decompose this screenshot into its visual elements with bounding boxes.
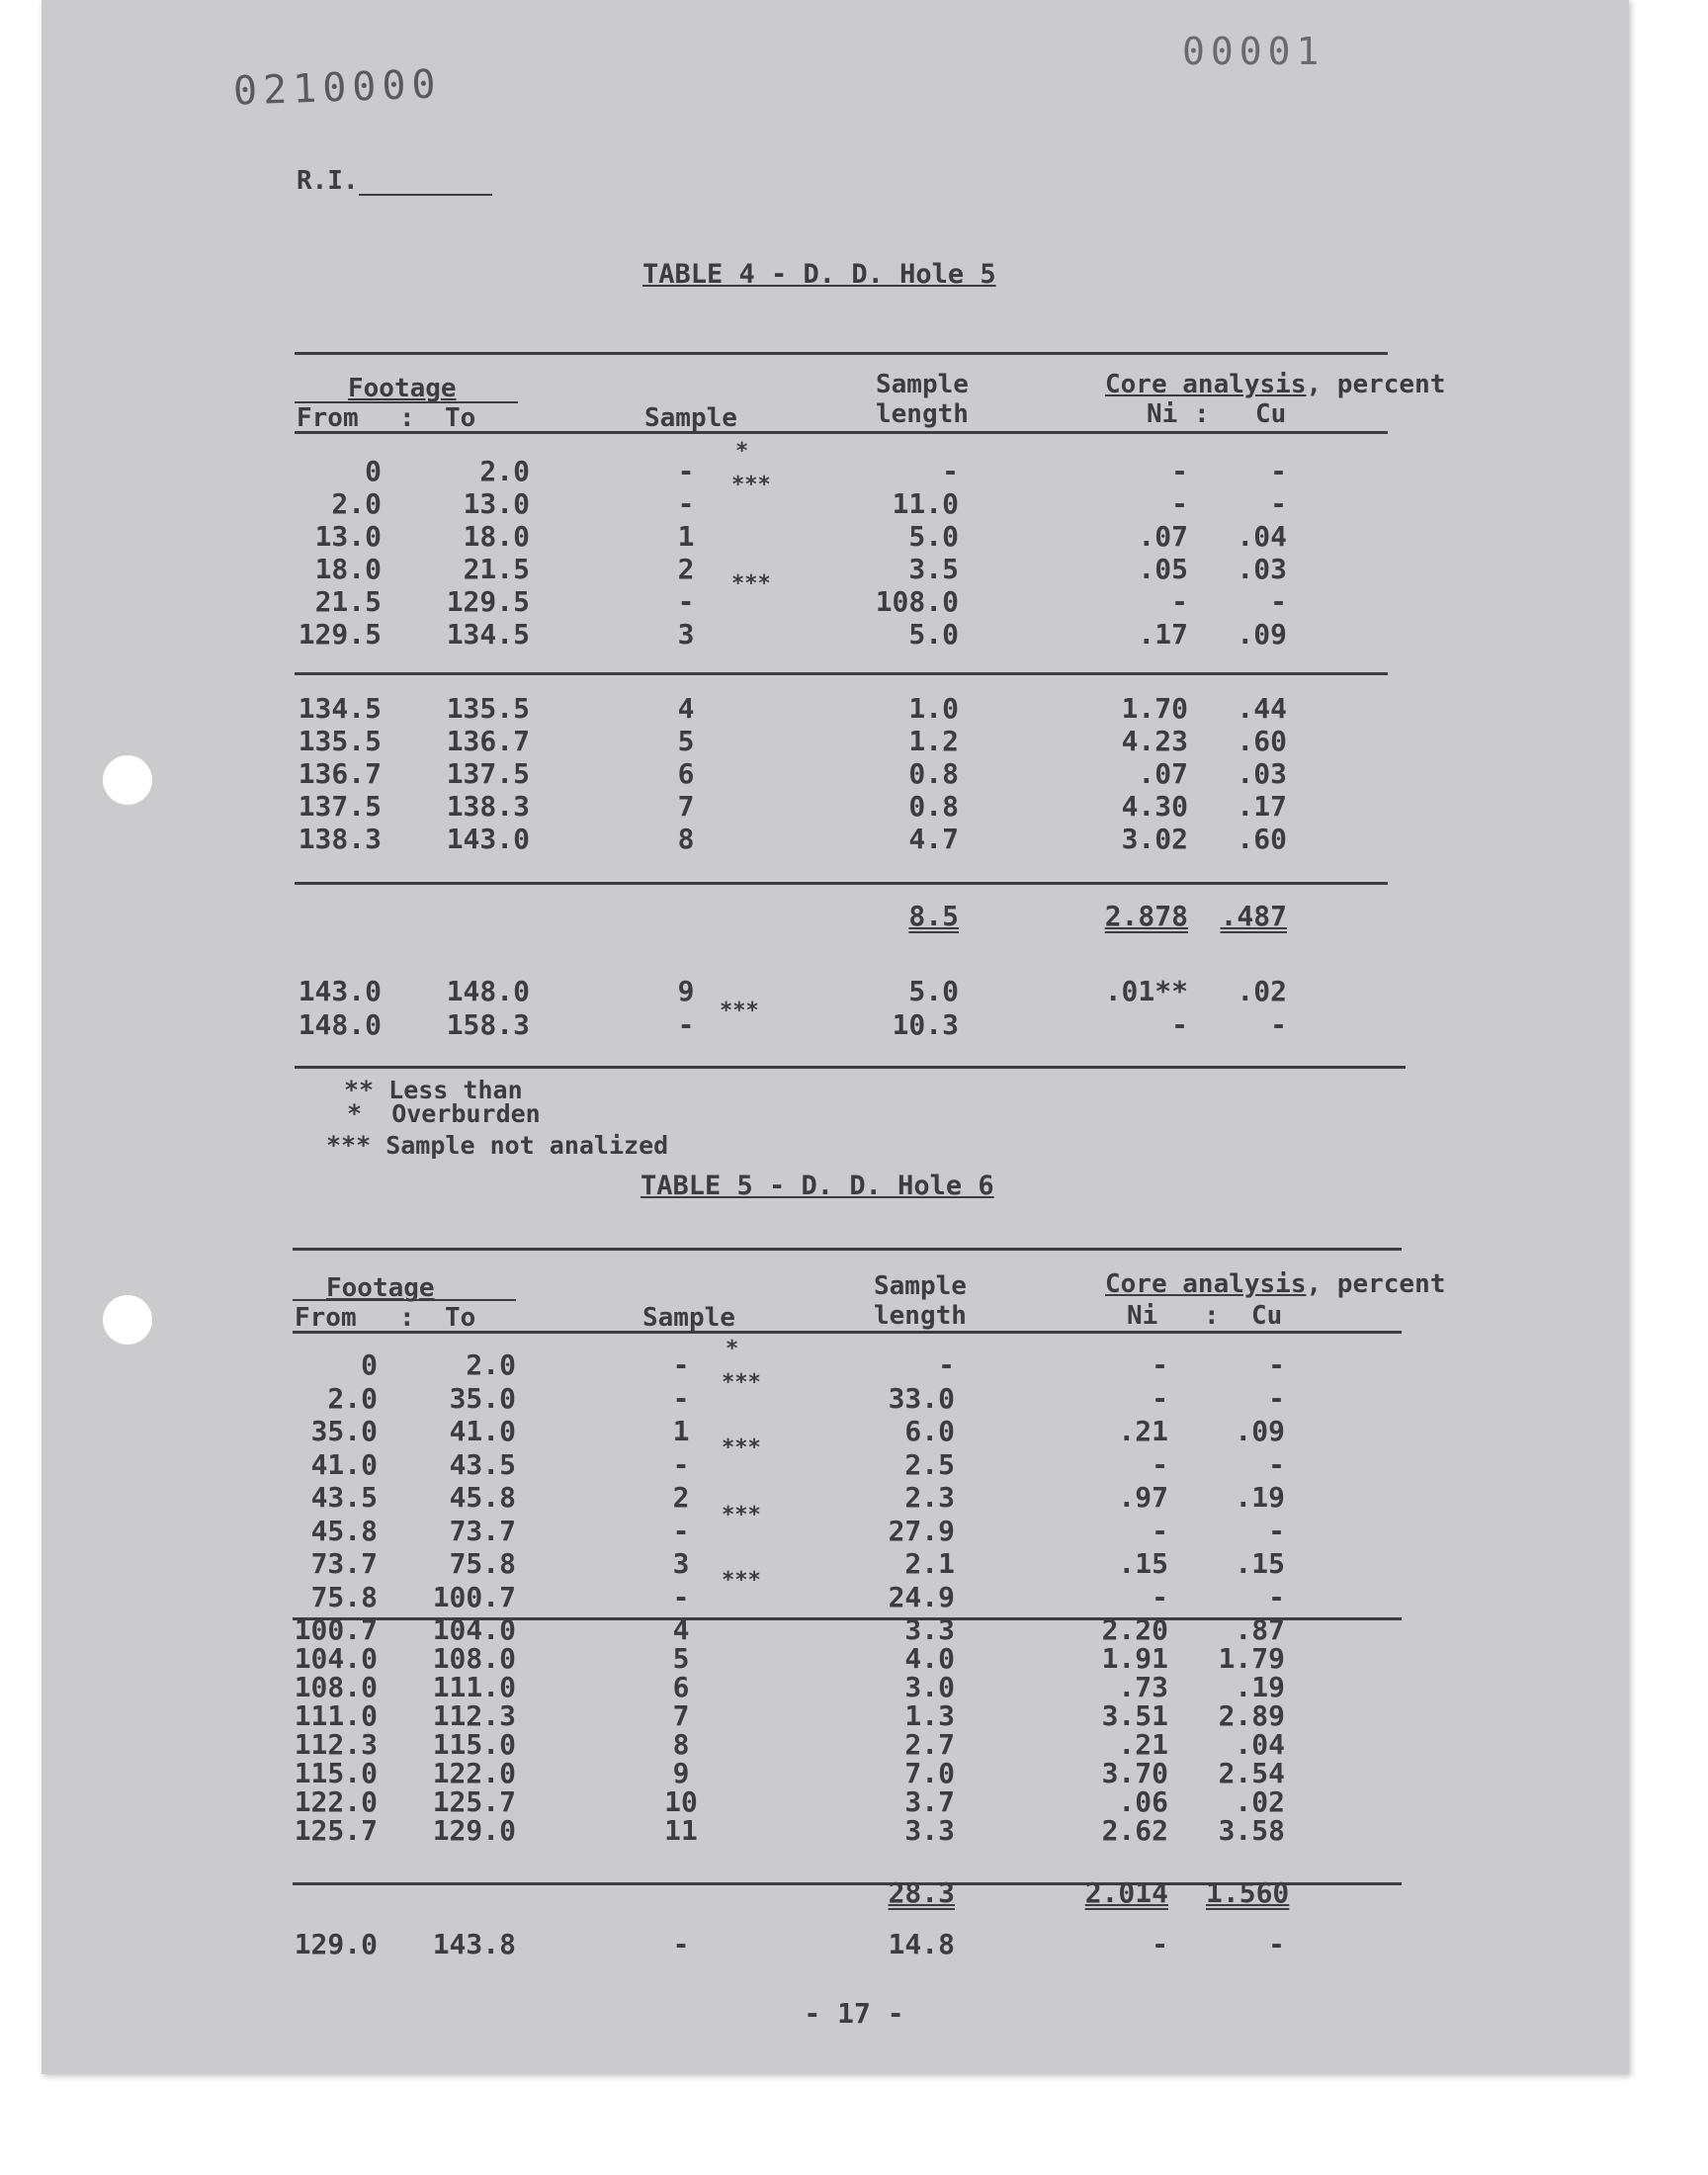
cu-percent-cell: - — [1270, 585, 1287, 618]
footage-to-cell: 41.0 — [449, 1415, 516, 1447]
ni-percent-cell: .01** — [1104, 975, 1188, 1007]
footage-to-cell: 138.3 — [446, 790, 530, 823]
page-number: - 17 - — [804, 1997, 904, 2030]
total-ni-cell: 2.014 — [1084, 1876, 1168, 1909]
sample-cell: - — [672, 1447, 690, 1481]
cu-percent-cell: - — [1268, 1514, 1285, 1547]
sample-length-cell: 2.3 — [904, 1481, 955, 1514]
table5-ni-header: Ni — [1127, 1301, 1158, 1331]
table4-ni-header: Ni — [1147, 399, 1178, 429]
ni-percent-cell: - — [1152, 1928, 1168, 1960]
ni-percent-cell: - — [1171, 487, 1188, 520]
sample-cell: - — [672, 1928, 690, 1960]
footage-from-cell: 100.7 — [294, 1613, 378, 1646]
table5-footage-rule — [293, 1299, 516, 1301]
sample-cell: 4 — [677, 692, 695, 725]
table4-core-header — [1105, 370, 1445, 399]
sample-length-cell: 2.1 — [904, 1547, 955, 1580]
page-stamp-left: 0210000 — [232, 61, 443, 115]
sample-cell: 9 — [677, 975, 695, 1007]
sample-length-cell: 0.8 — [908, 757, 959, 790]
cu-percent-cell: - — [1270, 1008, 1287, 1041]
table5-footage-header: Footage — [326, 1273, 435, 1303]
footage-from-cell: 136.7 — [298, 757, 382, 790]
punch-hole — [103, 755, 152, 805]
table5-title: TABLE 5 - D. D. Hole 6 — [640, 1171, 994, 1201]
sample-cell: 3 — [672, 1547, 690, 1580]
total-cu-cell: 1.560 — [1206, 1876, 1290, 1909]
sample-length-cell: 2.7 — [904, 1728, 955, 1761]
ni-percent-cell: 4.30 — [1121, 790, 1188, 823]
table5-mark-overburden: * — [726, 1337, 739, 1361]
footage-to-cell: 18.0 — [463, 520, 530, 553]
footage-from-cell: 18.0 — [314, 553, 382, 585]
sample-cell: 7 — [672, 1699, 690, 1732]
cu-percent-cell: 2.54 — [1218, 1757, 1285, 1789]
table4-cu-header: Cu — [1255, 399, 1287, 429]
table4-header-rule — [295, 431, 1388, 434]
footage-from-cell: 108.0 — [294, 1671, 378, 1703]
table4-sep2-header: : — [1194, 399, 1210, 429]
sample-cell: 6 — [672, 1671, 690, 1703]
table5-from-header: From — [295, 1303, 357, 1333]
ni-percent-cell: .97 — [1118, 1481, 1168, 1514]
cu-percent-cell: - — [1268, 1348, 1285, 1381]
table4-section-rule — [295, 672, 1388, 675]
footage-from-cell: 75.8 — [310, 1580, 378, 1613]
footage-from-cell: 73.7 — [310, 1547, 378, 1580]
ni-percent-cell: - — [1171, 1008, 1188, 1041]
footage-from-cell: 148.0 — [298, 1008, 382, 1041]
footage-to-cell: 43.5 — [449, 1447, 516, 1481]
table4-length-header-2: length — [876, 399, 969, 429]
footage-to-cell: 134.5 — [446, 618, 530, 651]
footage-from-cell: 2.0 — [331, 487, 382, 520]
punch-hole — [103, 1295, 152, 1345]
sample-length-cell: 3.5 — [908, 553, 959, 585]
footage-to-cell: 122.0 — [432, 1757, 516, 1789]
sample-length-cell: 1.2 — [908, 725, 959, 757]
table4-sample-header: Sample — [644, 403, 737, 433]
table4-mark-overburden: * — [735, 439, 749, 464]
footage-from-cell: 134.5 — [298, 692, 382, 725]
total-len-cell: 28.3 — [888, 1876, 955, 1909]
ni-percent-cell: - — [1152, 1348, 1168, 1381]
sample-cell: 5 — [672, 1642, 690, 1675]
ni-percent-cell: .15 — [1118, 1547, 1168, 1580]
sample-cell: - — [677, 455, 695, 487]
sample-length-cell: 108.0 — [875, 585, 959, 618]
sample-length-cell: 11.0 — [892, 487, 959, 520]
table4-note-not-analyzed: *** Sample not analized — [326, 1131, 669, 1160]
ri-field — [297, 166, 492, 196]
table4-note-overburden: * Overburden — [332, 1099, 541, 1128]
sample-cell: 1 — [672, 1415, 690, 1447]
footage-from-cell: 138.3 — [298, 823, 382, 855]
footage-to-cell: 158.3 — [446, 1008, 530, 1041]
cu-percent-cell: - — [1268, 1447, 1285, 1481]
sample-cell: 6 — [677, 757, 695, 790]
footage-to-cell: 125.7 — [432, 1785, 516, 1818]
sample-cell: 2 — [677, 553, 695, 585]
footage-from-cell: 137.5 — [298, 790, 382, 823]
sample-cell: 2 — [672, 1481, 690, 1514]
page-stamp-right: 00001 — [1182, 30, 1325, 73]
sample-length-cell: - — [942, 455, 959, 487]
ni-percent-cell: .06 — [1118, 1785, 1168, 1818]
total-cu-cell: .487 — [1220, 900, 1287, 932]
total-ni-cell: 2.878 — [1104, 900, 1188, 932]
sample-length-cell: 3.3 — [904, 1814, 955, 1847]
footage-from-cell: 122.0 — [294, 1785, 378, 1818]
cu-percent-cell: .09 — [1235, 1415, 1285, 1447]
ni-percent-cell: - — [1152, 1514, 1168, 1547]
footage-from-cell: 0 — [361, 1348, 378, 1381]
footage-to-cell: 104.0 — [432, 1613, 516, 1646]
sample-length-cell: 27.9 — [888, 1514, 955, 1547]
sample-cell: - — [672, 1348, 690, 1381]
sample-cell: - — [677, 585, 695, 618]
ni-percent-cell: .73 — [1118, 1671, 1168, 1703]
footage-from-cell: 112.3 — [294, 1728, 378, 1761]
sample-length-cell: 3.7 — [904, 1785, 955, 1818]
table4-footage-header: Footage — [348, 374, 457, 403]
sample-length-cell: 6.0 — [904, 1415, 955, 1447]
sample-length-cell: 33.0 — [888, 1381, 955, 1415]
footage-to-cell: 2.0 — [479, 455, 530, 487]
footage-from-cell: 43.5 — [310, 1481, 378, 1514]
table4-to-header: To — [445, 403, 476, 433]
table5-top-rule — [293, 1248, 1402, 1251]
total-len-cell: 8.5 — [908, 900, 959, 932]
ni-percent-cell: - — [1152, 1381, 1168, 1415]
sample-cell: 8 — [672, 1728, 690, 1761]
table4-title: TABLE 4 - D. D. Hole 5 — [642, 259, 996, 290]
footage-to-cell: 108.0 — [432, 1642, 516, 1675]
footage-to-cell: 13.0 — [463, 487, 530, 520]
cu-percent-cell: .17 — [1237, 790, 1287, 823]
cu-percent-cell: .60 — [1237, 725, 1287, 757]
table5-sep2-header: : — [1204, 1301, 1220, 1331]
cu-percent-cell: 1.79 — [1218, 1642, 1285, 1675]
cu-percent-cell: .03 — [1237, 757, 1287, 790]
table4-length-header-1: Sample — [876, 370, 969, 399]
sample-cell: 7 — [677, 790, 695, 823]
footage-to-cell: 137.5 — [446, 757, 530, 790]
sample-cell: - — [672, 1580, 690, 1613]
sample-cell: 9 — [672, 1757, 690, 1789]
footage-from-cell: 125.7 — [294, 1814, 378, 1847]
cu-percent-cell: - — [1270, 455, 1287, 487]
footage-to-cell: 135.5 — [446, 692, 530, 725]
table5-sample-header: Sample — [642, 1303, 735, 1333]
sample-length-cell: 7.0 — [904, 1757, 955, 1789]
footage-to-cell: 35.0 — [449, 1381, 516, 1415]
footage-to-cell: 75.8 — [449, 1547, 516, 1580]
footage-to-cell: 129.5 — [446, 585, 530, 618]
table5-mark-not-analyzed: *** — [722, 1370, 761, 1395]
cu-percent-cell: .04 — [1235, 1728, 1285, 1761]
sample-cell: 1 — [677, 520, 695, 553]
footage-to-cell: 129.0 — [432, 1814, 516, 1847]
ni-percent-cell: - — [1152, 1580, 1168, 1613]
ri-blank-line — [359, 170, 492, 196]
sample-cell: 11 — [664, 1814, 698, 1847]
footage-from-cell: 143.0 — [298, 975, 382, 1007]
ni-percent-cell: .07 — [1138, 520, 1188, 553]
table4-mark-not-analyzed: *** — [720, 999, 759, 1023]
table4-section-rule-2 — [295, 882, 1388, 885]
ni-percent-cell: .21 — [1118, 1415, 1168, 1447]
sample-cell: - — [672, 1514, 690, 1547]
sample-cell: 5 — [677, 725, 695, 757]
ni-percent-cell: .21 — [1118, 1728, 1168, 1761]
table5-header-rule — [293, 1331, 1402, 1334]
cu-percent-cell: - — [1270, 487, 1287, 520]
footage-to-cell: 100.7 — [432, 1580, 516, 1613]
sample-length-cell: 4.7 — [908, 823, 959, 855]
footage-to-cell: 73.7 — [449, 1514, 516, 1547]
ni-percent-cell: 3.70 — [1101, 1757, 1168, 1789]
table5-mark-not-analyzed: *** — [722, 1568, 761, 1593]
ri-label: R.I. — [297, 166, 359, 196]
footage-from-cell: 35.0 — [310, 1415, 378, 1447]
sample-cell: - — [677, 487, 695, 520]
ni-percent-cell: .17 — [1138, 618, 1188, 651]
footage-to-cell: 115.0 — [432, 1728, 516, 1761]
table4-core-label: Core analysis — [1105, 370, 1307, 399]
footage-to-cell: 112.3 — [432, 1699, 516, 1732]
table5-mark-not-analyzed: *** — [722, 1436, 761, 1460]
table5-core-label: Core analysis — [1105, 1269, 1307, 1299]
footage-to-cell: 2.0 — [466, 1348, 516, 1381]
table4-note-less-than: ** Less than — [344, 1076, 523, 1104]
footage-to-cell: 111.0 — [432, 1671, 516, 1703]
footage-to-cell: 136.7 — [446, 725, 530, 757]
sample-length-cell: 10.3 — [892, 1008, 959, 1041]
table5-sep-header: : — [399, 1303, 415, 1333]
footage-from-cell: 0 — [365, 455, 382, 487]
sample-length-cell: 14.8 — [888, 1928, 955, 1960]
sample-length-cell: 4.0 — [904, 1642, 955, 1675]
footage-from-cell: 21.5 — [314, 585, 382, 618]
table4-mark-not-analyzed: *** — [731, 473, 771, 497]
ni-percent-cell: 1.70 — [1121, 692, 1188, 725]
footage-to-cell: 148.0 — [446, 975, 530, 1007]
sample-length-cell: 5.0 — [908, 520, 959, 553]
table5-core-suffix: , percent — [1306, 1269, 1446, 1299]
sample-cell: - — [677, 1008, 695, 1041]
cu-percent-cell: .04 — [1237, 520, 1287, 553]
table5-length-header-2: length — [874, 1301, 967, 1331]
sample-length-cell: 1.3 — [904, 1699, 955, 1732]
footage-from-cell: 45.8 — [310, 1514, 378, 1547]
cu-percent-cell: 2.89 — [1218, 1699, 1285, 1732]
sample-length-cell: 1.0 — [908, 692, 959, 725]
footage-from-cell: 135.5 — [298, 725, 382, 757]
footage-to-cell: 143.0 — [446, 823, 530, 855]
ni-percent-cell: 2.62 — [1101, 1814, 1168, 1847]
footage-from-cell: 129.0 — [294, 1928, 378, 1960]
footage-from-cell: 104.0 — [294, 1642, 378, 1675]
sample-length-cell: 5.0 — [908, 618, 959, 651]
sample-cell: 10 — [664, 1785, 698, 1818]
table4-mark-not-analyzed: *** — [731, 571, 771, 596]
footage-from-cell: 111.0 — [294, 1699, 378, 1732]
ni-percent-cell: - — [1171, 455, 1188, 487]
table4-from-header: From — [297, 403, 359, 433]
footage-from-cell: 2.0 — [327, 1381, 378, 1415]
sample-cell: 4 — [672, 1613, 690, 1646]
sample-length-cell: 24.9 — [888, 1580, 955, 1613]
ni-percent-cell: .05 — [1138, 553, 1188, 585]
ni-percent-cell: 3.02 — [1121, 823, 1188, 855]
table5-to-header: To — [445, 1303, 476, 1333]
sample-cell: 8 — [677, 823, 695, 855]
table4-core-suffix: , percent — [1306, 370, 1446, 399]
sample-cell: - — [672, 1381, 690, 1415]
ni-percent-cell: .07 — [1138, 757, 1188, 790]
ni-percent-cell: - — [1171, 585, 1188, 618]
ni-percent-cell: 4.23 — [1121, 725, 1188, 757]
footage-from-cell: 129.5 — [298, 618, 382, 651]
sample-length-cell: 0.8 — [908, 790, 959, 823]
table4-top-rule — [295, 352, 1388, 355]
cu-percent-cell: - — [1268, 1381, 1285, 1415]
cu-percent-cell: .02 — [1237, 975, 1287, 1007]
footage-to-cell: 21.5 — [463, 553, 530, 585]
table5-core-header — [1105, 1269, 1445, 1299]
cu-percent-cell: .19 — [1235, 1481, 1285, 1514]
footage-from-cell: 13.0 — [314, 520, 382, 553]
table5-mark-not-analyzed: *** — [722, 1503, 761, 1527]
cu-percent-cell: 3.58 — [1218, 1814, 1285, 1847]
footage-from-cell: 41.0 — [310, 1447, 378, 1481]
footage-from-cell: 115.0 — [294, 1757, 378, 1789]
table5-length-header-1: Sample — [874, 1271, 967, 1301]
sample-cell: 3 — [677, 618, 695, 651]
sample-length-cell: 3.3 — [904, 1613, 955, 1646]
table4-bottom-rule — [295, 1066, 1406, 1069]
cu-percent-cell: .19 — [1235, 1671, 1285, 1703]
ni-percent-cell: 1.91 — [1101, 1642, 1168, 1675]
sample-length-cell: 2.5 — [904, 1447, 955, 1481]
sample-length-cell: 5.0 — [908, 975, 959, 1007]
ni-percent-cell: 2.20 — [1101, 1613, 1168, 1646]
cu-percent-cell: .09 — [1237, 618, 1287, 651]
table5-cu-header: Cu — [1251, 1301, 1283, 1331]
table4-sep-header: : — [399, 403, 415, 433]
cu-percent-cell: .03 — [1237, 553, 1287, 585]
ni-percent-cell: 3.51 — [1101, 1699, 1168, 1732]
sample-length-cell: - — [938, 1348, 955, 1381]
cu-percent-cell: .02 — [1235, 1785, 1285, 1818]
cu-percent-cell: .15 — [1235, 1547, 1285, 1580]
cu-percent-cell: .87 — [1235, 1613, 1285, 1646]
cu-percent-cell: .60 — [1237, 823, 1287, 855]
cu-percent-cell: - — [1268, 1580, 1285, 1613]
footage-to-cell: 45.8 — [449, 1481, 516, 1514]
ni-percent-cell: - — [1152, 1447, 1168, 1481]
sample-length-cell: 3.0 — [904, 1671, 955, 1703]
cu-percent-cell: - — [1268, 1928, 1285, 1960]
footage-to-cell: 143.8 — [432, 1928, 516, 1960]
cu-percent-cell: .44 — [1237, 692, 1287, 725]
